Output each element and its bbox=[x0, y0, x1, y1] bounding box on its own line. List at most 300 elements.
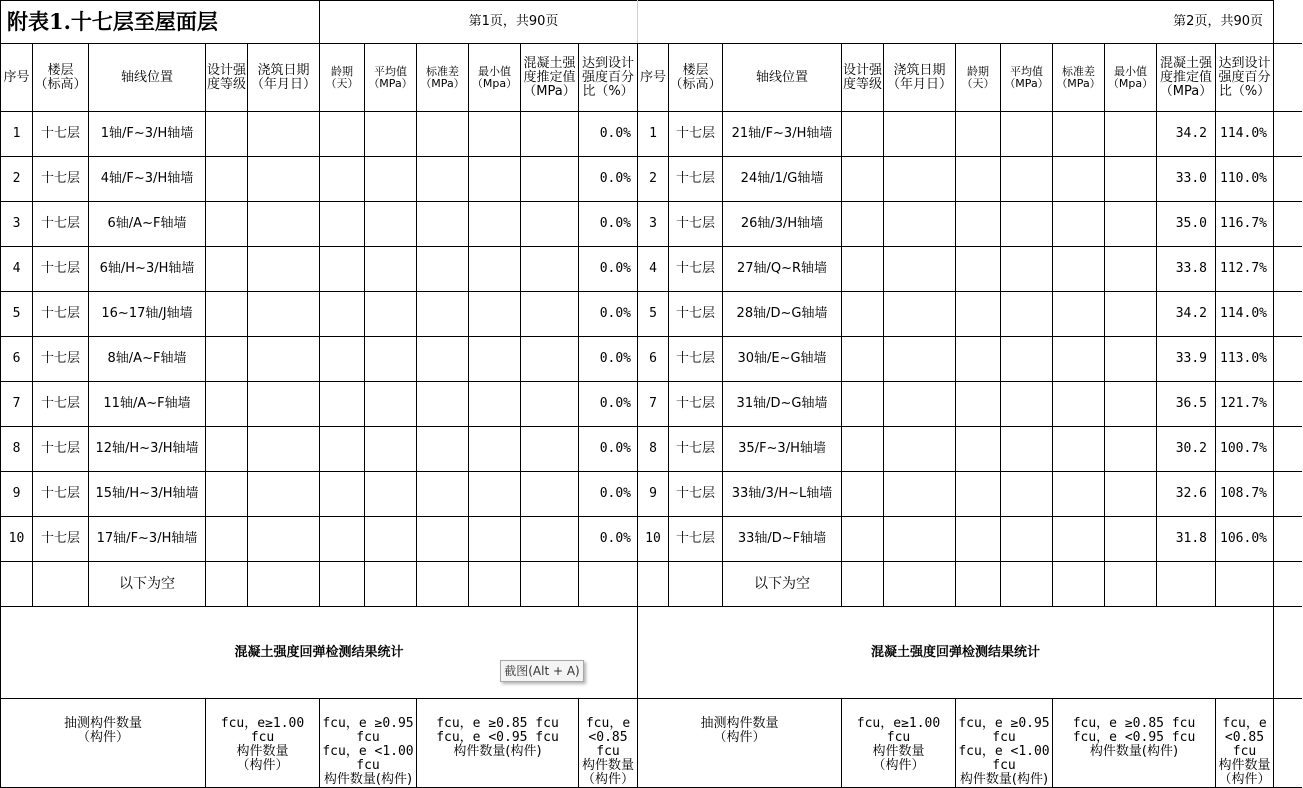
header-line: （MPa） bbox=[420, 76, 465, 90]
table-row bbox=[1, 517, 1302, 562]
empty-cell bbox=[365, 382, 417, 427]
stats-header-line: （构件） bbox=[236, 758, 289, 773]
header-line: （年月日） bbox=[886, 76, 952, 92]
header-line: 度等级 bbox=[206, 76, 246, 92]
row-seq: 3 bbox=[1, 202, 33, 247]
row-axis: 11轴/A~F轴墙 bbox=[89, 382, 206, 427]
empty-cell bbox=[1105, 112, 1157, 157]
empty-cell bbox=[320, 292, 365, 337]
empty-cell bbox=[417, 292, 469, 337]
row-floor: 十七层 bbox=[669, 382, 723, 427]
empty-cell bbox=[1001, 562, 1053, 607]
header-line: 最小值 bbox=[478, 64, 511, 78]
empty-note-row bbox=[1, 562, 1302, 607]
empty-cell bbox=[469, 562, 521, 607]
empty-cell bbox=[365, 472, 417, 517]
empty-cell bbox=[1105, 202, 1157, 247]
empty-cell bbox=[320, 562, 365, 607]
empty-cell bbox=[1053, 427, 1105, 472]
empty-cell bbox=[1001, 472, 1053, 517]
title-row bbox=[1, 1, 1302, 44]
empty-cell bbox=[248, 562, 320, 607]
empty-cell bbox=[1105, 517, 1157, 562]
stats-header-line: 构件数量(构件) bbox=[323, 772, 413, 787]
empty-cell bbox=[417, 382, 469, 427]
row-axis: 12轴/H~3/H轴墙 bbox=[89, 427, 206, 472]
row-axis: 26轴/3/H轴墙 bbox=[723, 202, 842, 247]
empty-cell bbox=[206, 202, 248, 247]
header-line: 龄期 bbox=[331, 64, 353, 78]
stats-header-row bbox=[1, 699, 1302, 788]
left-header-std bbox=[417, 44, 469, 112]
header-line: 混凝土强 bbox=[523, 55, 576, 71]
empty-cell bbox=[206, 247, 248, 292]
right-stats-ge85 bbox=[1053, 699, 1216, 788]
empty-cell bbox=[248, 382, 320, 427]
row-percent: 0.0% bbox=[579, 427, 638, 472]
left-header-axis: 轴线位置 bbox=[89, 44, 206, 112]
row-axis: 1轴/F~3/H轴墙 bbox=[89, 112, 206, 157]
row-seq: 9 bbox=[638, 472, 669, 517]
empty-cell bbox=[248, 517, 320, 562]
empty-cell bbox=[1001, 157, 1053, 202]
stats-header-line: 构件数量(构件) bbox=[453, 744, 542, 759]
left-header-floor bbox=[33, 44, 89, 112]
row-floor: 十七层 bbox=[33, 157, 89, 202]
row-floor: 十七层 bbox=[33, 472, 89, 517]
row-percent: 110.0% bbox=[1216, 157, 1274, 202]
overflow-col bbox=[1274, 202, 1302, 247]
empty-cell bbox=[248, 337, 320, 382]
stats-header-line: 构件数量(构件) bbox=[1089, 744, 1179, 759]
empty-cell bbox=[884, 427, 956, 472]
stats-header-line: fcu，e <1.00 fcu bbox=[322, 744, 414, 773]
row-axis: 6轴/A~F轴墙 bbox=[89, 202, 206, 247]
empty-cell bbox=[1, 562, 33, 607]
empty-cell bbox=[884, 517, 956, 562]
stats-header-line: （构件） bbox=[1218, 772, 1271, 787]
empty-cell bbox=[320, 247, 365, 292]
row-estimate: 35.0 bbox=[1157, 202, 1216, 247]
empty-cell bbox=[1105, 157, 1157, 202]
empty-cell bbox=[365, 112, 417, 157]
row-estimate bbox=[521, 337, 579, 382]
header-line: 最小值 bbox=[1114, 64, 1147, 78]
row-axis: 31轴/D~G轴墙 bbox=[723, 382, 842, 427]
empty-cell bbox=[1001, 202, 1053, 247]
empty-cell bbox=[417, 472, 469, 517]
empty-cell bbox=[469, 427, 521, 472]
row-axis: 6轴/H~3/H轴墙 bbox=[89, 247, 206, 292]
overflow-col bbox=[1274, 44, 1302, 112]
left-stats-ge100 bbox=[206, 699, 320, 788]
row-axis: 30轴/E~G轴墙 bbox=[723, 337, 842, 382]
right-stats-lt85 bbox=[1216, 699, 1274, 788]
row-seq: 4 bbox=[1, 247, 33, 292]
row-axis: 8轴/A~F轴墙 bbox=[89, 337, 206, 382]
left-header-est bbox=[521, 44, 579, 112]
empty-cell bbox=[1001, 337, 1053, 382]
header-line: 楼层 bbox=[47, 62, 74, 78]
row-floor: 十七层 bbox=[669, 247, 723, 292]
header-line: （Mpa） bbox=[1107, 76, 1154, 90]
empty-cell bbox=[365, 562, 417, 607]
row-estimate bbox=[521, 517, 579, 562]
empty-cell bbox=[320, 472, 365, 517]
row-percent: 113.0% bbox=[1216, 337, 1274, 382]
empty-cell bbox=[1157, 562, 1216, 607]
row-seq: 4 bbox=[638, 247, 669, 292]
row-percent: 0.0% bbox=[579, 292, 638, 337]
empty-cell bbox=[248, 157, 320, 202]
header-line: 度等级 bbox=[842, 76, 882, 92]
row-floor: 十七层 bbox=[33, 427, 89, 472]
empty-cell bbox=[365, 517, 417, 562]
empty-cell bbox=[469, 382, 521, 427]
row-estimate bbox=[521, 292, 579, 337]
left-header-pct bbox=[579, 44, 638, 112]
empty-cell bbox=[1053, 562, 1105, 607]
empty-cell bbox=[1001, 382, 1053, 427]
empty-cell bbox=[1105, 337, 1157, 382]
row-floor: 十七层 bbox=[669, 337, 723, 382]
empty-cell bbox=[248, 247, 320, 292]
stats-header-line: fcu，e≥1.00 fcu bbox=[856, 716, 941, 745]
header-line: 平均值 bbox=[1010, 64, 1043, 78]
empty-cell bbox=[956, 247, 1001, 292]
empty-cell bbox=[1053, 472, 1105, 517]
row-floor: 十七层 bbox=[33, 292, 89, 337]
left-header-mean bbox=[365, 44, 417, 112]
empty-cell bbox=[884, 337, 956, 382]
left-empty-note: 以下为空 bbox=[89, 562, 206, 607]
row-estimate: 36.5 bbox=[1157, 382, 1216, 427]
overflow-col bbox=[1274, 337, 1302, 382]
row-floor: 十七层 bbox=[669, 427, 723, 472]
row-floor: 十七层 bbox=[669, 157, 723, 202]
row-estimate bbox=[521, 427, 579, 472]
header-line: 浇筑日期 bbox=[257, 62, 310, 78]
stats-header-line: 构件数量 bbox=[1218, 758, 1271, 773]
row-estimate: 33.9 bbox=[1157, 337, 1216, 382]
header-line: 标准差 bbox=[426, 64, 459, 78]
right-header-mean bbox=[1001, 44, 1053, 112]
row-seq: 3 bbox=[638, 202, 669, 247]
header-line: （天） bbox=[961, 76, 995, 90]
left-header-seq: 序号 bbox=[1, 44, 33, 112]
empty-cell bbox=[320, 427, 365, 472]
overflow-col bbox=[1274, 562, 1302, 607]
row-axis: 15轴/H~3/H轴墙 bbox=[89, 472, 206, 517]
right-header-est bbox=[1157, 44, 1216, 112]
right-header-axis: 轴线位置 bbox=[723, 44, 842, 112]
empty-cell bbox=[320, 517, 365, 562]
header-line: 度推定值 bbox=[1159, 69, 1212, 85]
header-line: 达到设计 bbox=[1218, 55, 1271, 71]
left-header-age bbox=[320, 44, 365, 112]
empty-cell bbox=[1001, 517, 1053, 562]
empty-cell bbox=[842, 517, 884, 562]
row-percent: 0.0% bbox=[579, 382, 638, 427]
row-percent: 0.0% bbox=[579, 337, 638, 382]
row-estimate: 34.2 bbox=[1157, 112, 1216, 157]
header-line: 达到设计 bbox=[581, 55, 634, 71]
header-line: （MPa） bbox=[1056, 76, 1101, 90]
empty-cell bbox=[884, 382, 956, 427]
empty-cell bbox=[1053, 292, 1105, 337]
row-percent: 0.0% bbox=[579, 202, 638, 247]
row-percent: 121.7% bbox=[1216, 382, 1274, 427]
empty-cell bbox=[521, 562, 579, 607]
empty-cell bbox=[579, 562, 638, 607]
empty-cell bbox=[1053, 517, 1105, 562]
row-estimate: 34.2 bbox=[1157, 292, 1216, 337]
empty-cell bbox=[1001, 112, 1053, 157]
right-header-min bbox=[1105, 44, 1157, 112]
empty-cell bbox=[206, 562, 248, 607]
empty-cell bbox=[956, 562, 1001, 607]
row-axis: 4轴/F~3/H轴墙 bbox=[89, 157, 206, 202]
row-estimate bbox=[521, 157, 579, 202]
row-seq: 10 bbox=[638, 517, 669, 562]
overflow-col bbox=[1274, 112, 1302, 157]
overflow-col bbox=[1274, 607, 1302, 699]
empty-cell bbox=[320, 382, 365, 427]
right-stats-count bbox=[638, 699, 842, 788]
row-seq: 7 bbox=[1, 382, 33, 427]
table-row bbox=[1, 427, 1302, 472]
empty-cell bbox=[1105, 472, 1157, 517]
row-floor: 十七层 bbox=[669, 112, 723, 157]
stats-header-line: 构件数量 bbox=[581, 758, 634, 773]
row-estimate bbox=[521, 382, 579, 427]
left-header-date bbox=[248, 44, 320, 112]
empty-cell bbox=[842, 247, 884, 292]
header-line: （标高） bbox=[669, 76, 722, 92]
header-line: 强度百分 bbox=[1218, 69, 1271, 85]
empty-cell bbox=[248, 427, 320, 472]
empty-cell bbox=[417, 247, 469, 292]
overflow-col bbox=[1274, 382, 1302, 427]
table-row bbox=[1, 202, 1302, 247]
empty-cell bbox=[884, 202, 956, 247]
stats-header-line: （构件） bbox=[76, 730, 129, 745]
row-seq: 10 bbox=[1, 517, 33, 562]
stats-header-line: （构件） bbox=[581, 772, 634, 787]
empty-cell bbox=[1105, 427, 1157, 472]
empty-cell bbox=[956, 382, 1001, 427]
right-stats-title: 混凝土强度回弹检测结果统计 bbox=[638, 607, 1274, 699]
row-estimate: 33.8 bbox=[1157, 247, 1216, 292]
header-line: （MPa） bbox=[523, 83, 576, 99]
stats-header-line: fcu，e <0.95 fcu bbox=[436, 730, 559, 745]
empty-cell bbox=[1105, 562, 1157, 607]
row-floor: 十七层 bbox=[669, 517, 723, 562]
row-seq: 8 bbox=[1, 427, 33, 472]
overflow-col bbox=[1274, 472, 1302, 517]
empty-cell bbox=[956, 202, 1001, 247]
empty-cell bbox=[206, 427, 248, 472]
empty-cell bbox=[206, 112, 248, 157]
stats-header-line: fcu，e ≥0.85 fcu bbox=[1072, 716, 1196, 731]
row-percent: 108.7% bbox=[1216, 472, 1274, 517]
stats-header-line: fcu，e <0.85 fcu bbox=[1222, 716, 1267, 759]
row-floor: 十七层 bbox=[669, 292, 723, 337]
header-row bbox=[1, 44, 1302, 112]
empty-cell bbox=[842, 427, 884, 472]
stats-header-line: 构件数量(构件) bbox=[959, 772, 1049, 787]
stats-header-line: fcu，e <1.00 fcu bbox=[958, 744, 1050, 773]
right-header-pct bbox=[1216, 44, 1274, 112]
row-percent: 0.0% bbox=[579, 157, 638, 202]
row-percent: 112.7% bbox=[1216, 247, 1274, 292]
empty-cell bbox=[365, 337, 417, 382]
stats-header-line: （构件） bbox=[713, 730, 766, 745]
empty-cell bbox=[469, 157, 521, 202]
row-floor: 十七层 bbox=[33, 517, 89, 562]
stats-header-line: fcu，e <0.85 fcu bbox=[585, 716, 631, 759]
overflow-col bbox=[1274, 517, 1302, 562]
stats-header-line: 抽测构件数量 bbox=[63, 716, 142, 731]
overflow-col bbox=[1274, 247, 1302, 292]
empty-cell bbox=[365, 202, 417, 247]
left-header-grade bbox=[206, 44, 248, 112]
row-seq: 5 bbox=[1, 292, 33, 337]
row-seq: 1 bbox=[638, 112, 669, 157]
right-header-age bbox=[956, 44, 1001, 112]
empty-cell bbox=[1001, 292, 1053, 337]
empty-cell bbox=[248, 472, 320, 517]
empty-cell bbox=[1216, 562, 1274, 607]
empty-cell bbox=[206, 517, 248, 562]
right-stats-ge100 bbox=[842, 699, 956, 788]
empty-cell bbox=[1053, 112, 1105, 157]
row-estimate bbox=[521, 202, 579, 247]
left-stats-count bbox=[1, 699, 206, 788]
empty-cell bbox=[469, 472, 521, 517]
stats-header-line: （构件） bbox=[872, 758, 925, 773]
empty-cell bbox=[248, 202, 320, 247]
right-header-date bbox=[884, 44, 956, 112]
empty-cell bbox=[884, 157, 956, 202]
left-stats-ge95 bbox=[320, 699, 417, 788]
empty-cell bbox=[417, 157, 469, 202]
left-stats-lt85 bbox=[579, 699, 638, 788]
header-line: 浇筑日期 bbox=[893, 62, 946, 78]
empty-cell bbox=[842, 382, 884, 427]
empty-cell bbox=[842, 112, 884, 157]
empty-cell bbox=[248, 292, 320, 337]
table-row bbox=[1, 292, 1302, 337]
empty-cell bbox=[206, 292, 248, 337]
left-stats-title: 混凝土强度回弹检测结果统计 bbox=[1, 607, 638, 699]
empty-cell bbox=[320, 157, 365, 202]
row-percent: 0.0% bbox=[579, 247, 638, 292]
empty-cell bbox=[417, 517, 469, 562]
empty-cell bbox=[842, 292, 884, 337]
row-axis: 16~17轴/J轴墙 bbox=[89, 292, 206, 337]
page-info-right: 第2页，共90页 bbox=[638, 1, 1274, 44]
row-floor: 十七层 bbox=[33, 112, 89, 157]
table-row bbox=[1, 247, 1302, 292]
empty-cell bbox=[956, 112, 1001, 157]
row-seq: 6 bbox=[638, 337, 669, 382]
row-percent: 0.0% bbox=[579, 472, 638, 517]
empty-cell bbox=[956, 517, 1001, 562]
report-title: 附表1.十七层至屋面层 bbox=[1, 1, 320, 44]
row-seq: 2 bbox=[1, 157, 33, 202]
stats-header-line: fcu，e ≥0.85 fcu bbox=[436, 716, 559, 731]
overflow-col bbox=[1274, 699, 1302, 788]
row-estimate: 32.6 bbox=[1157, 472, 1216, 517]
empty-cell bbox=[1053, 202, 1105, 247]
empty-cell bbox=[206, 472, 248, 517]
row-percent: 0.0% bbox=[579, 112, 638, 157]
empty-cell bbox=[956, 472, 1001, 517]
stats-header-line: 抽测构件数量 bbox=[700, 716, 779, 731]
empty-cell bbox=[320, 337, 365, 382]
row-percent: 114.0% bbox=[1216, 292, 1274, 337]
row-seq: 7 bbox=[638, 382, 669, 427]
right-header-seq: 序号 bbox=[638, 44, 669, 112]
row-percent: 0.0% bbox=[579, 517, 638, 562]
header-line: 龄期 bbox=[967, 64, 989, 78]
row-percent: 106.0% bbox=[1216, 517, 1274, 562]
empty-cell bbox=[884, 472, 956, 517]
screenshot-tooltip: 截图(Alt + A) bbox=[500, 660, 584, 682]
header-line: 强度百分 bbox=[581, 69, 634, 85]
empty-cell bbox=[1105, 382, 1157, 427]
right-empty-note: 以下为空 bbox=[723, 562, 842, 607]
row-seq: 5 bbox=[638, 292, 669, 337]
right-header-std bbox=[1053, 44, 1105, 112]
row-floor: 十七层 bbox=[33, 382, 89, 427]
header-line: （标高） bbox=[34, 76, 87, 92]
table-row bbox=[1, 472, 1302, 517]
table-row bbox=[1, 157, 1302, 202]
empty-cell bbox=[842, 472, 884, 517]
empty-cell bbox=[320, 202, 365, 247]
header-line: 楼层 bbox=[682, 62, 709, 78]
empty-cell bbox=[1001, 427, 1053, 472]
empty-cell bbox=[417, 112, 469, 157]
empty-cell bbox=[956, 157, 1001, 202]
empty-cell bbox=[206, 157, 248, 202]
empty-cell bbox=[206, 382, 248, 427]
row-seq: 9 bbox=[1, 472, 33, 517]
empty-cell bbox=[842, 562, 884, 607]
empty-cell bbox=[365, 247, 417, 292]
row-floor: 十七层 bbox=[33, 247, 89, 292]
empty-cell bbox=[956, 337, 1001, 382]
row-seq: 6 bbox=[1, 337, 33, 382]
empty-cell bbox=[469, 247, 521, 292]
stats-header-line: fcu，e ≥0.95 fcu bbox=[322, 716, 414, 745]
table-row bbox=[1, 112, 1302, 157]
row-seq: 1 bbox=[1, 112, 33, 157]
left-stats-ge85 bbox=[417, 699, 579, 788]
stats-header-line: 构件数量 bbox=[872, 744, 925, 759]
header-line: 度推定值 bbox=[523, 69, 576, 85]
empty-cell bbox=[884, 247, 956, 292]
row-percent: 116.7% bbox=[1216, 202, 1274, 247]
stats-header-line: 构件数量 bbox=[236, 744, 289, 759]
header-line: （MPa） bbox=[368, 76, 413, 90]
empty-cell bbox=[1105, 292, 1157, 337]
row-floor: 十七层 bbox=[669, 202, 723, 247]
overflow-col bbox=[1274, 157, 1302, 202]
table-row bbox=[1, 382, 1302, 427]
